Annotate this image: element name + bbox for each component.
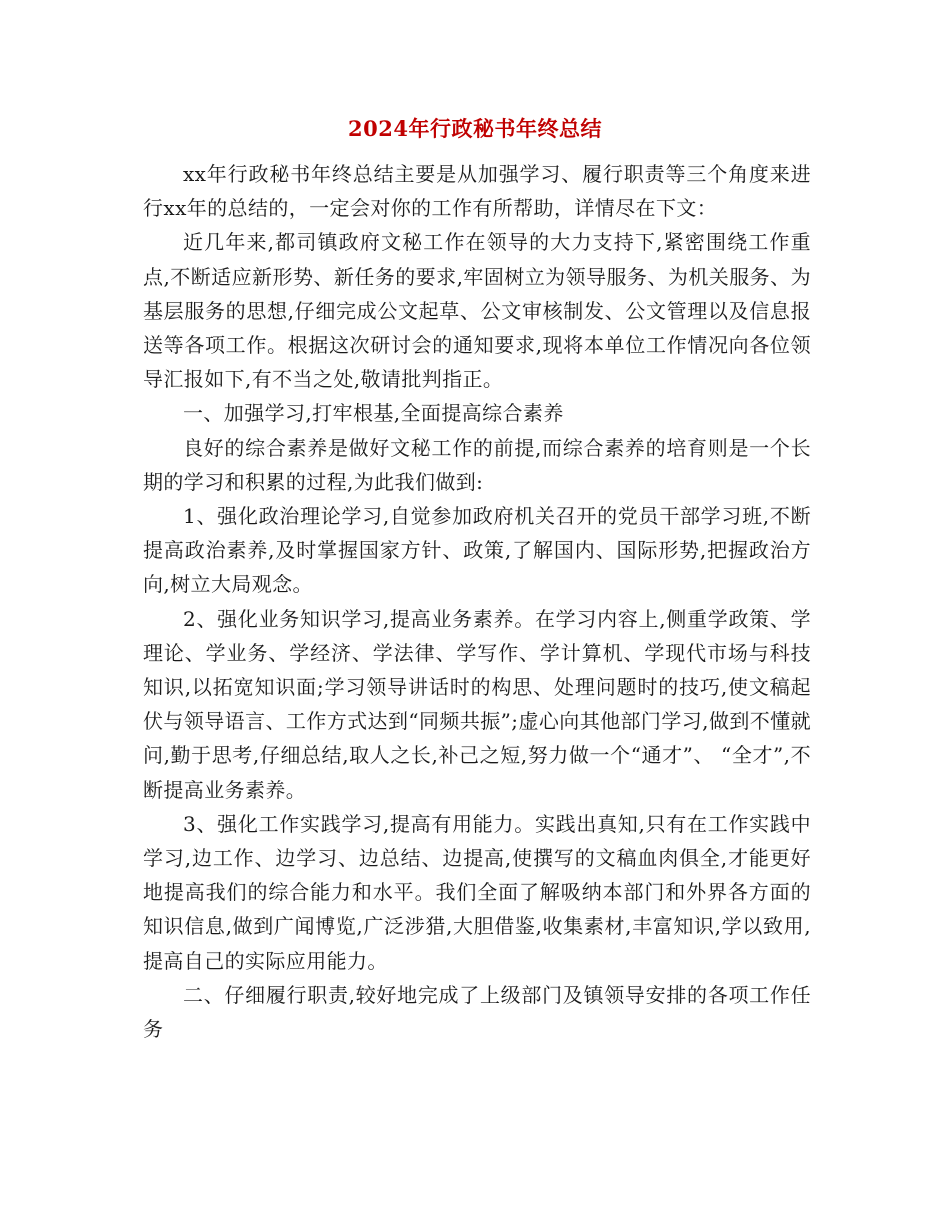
section-heading-2: 二、仔细履行职责,较好地完成了上级部门及镇领导安排的各项工作任务	[143, 982, 811, 1042]
paragraph-item-3: 3、强化工作实践学习,提高有用能力。实践出真知,只有在工作实践中学习,边工作、边学习、边总结、边提高,使撰写的文稿血肉俱全,才能更好地提高我们的综合能力和水平。我们全面了解吸纳本部门和外界各方面的知识信息,做到广闻博览,广泛涉猎,大胆借鉴,收集素材,丰富知识,学以致用,提高自己的实际应用能力。	[143, 811, 811, 973]
document-title: 2024年行政秘书年终总结	[348, 116, 602, 141]
paragraph-item-1: 1、强化政治理论学习,自觉参加政府机关召开的党员干部学习班,不断提高政治素养,及时掌握国家方针、政策,了解国内、国际形势,把握政治方向,树立大局观念。	[143, 504, 811, 597]
document-body	[143, 157, 811, 1046]
paragraph-overview: 近几年来,都司镇政府文秘工作在领导的大力支持下,紧密围绕工作重点,不断适应新形势、新任务的要求,牢固树立为领导服务、为机关服务、为基层服务的思想,仔细完成公文起草、公文审核制发、公文管理以及信息报送等各项工作。根据这次研讨会的通知要求,现将本单位工作情况向各位领导汇报如下,有不当之处,敬请批判指正。	[143, 230, 811, 392]
section-heading-1: 一、加强学习,打牢根基,全面提高综合素养	[183, 401, 564, 426]
paragraph-item-2: 2、强化业务知识学习,提高业务素养。在学习内容上,侧重学政策、学理论、学业务、学经济、学法律、学写作、学计算机、学现代市场与科技知识,以拓宽知识面;学习领导讲话时的构思、处理问题时的技巧,使文稿起伏与领导语言、工作方式达到“同频共振”;虚心向其他部门学习,做到不懂就问,勤于思考,仔细总结,取人之长,补己之短,努力做一个“通才”、 “全才”,不断提高业务素养。	[143, 606, 811, 802]
paragraph-intro: xx年行政秘书年终总结主要是从加强学习、履行职责等三个角度来进行xx年的总结的，一定会对你的工作有所帮助，详情尽在下文：	[143, 162, 811, 221]
paragraph-section-1-intro: 良好的综合素养是做好文秘工作的前提,而综合素养的培育则是一个长期的学习和积累的过程,为此我们做到:	[143, 435, 811, 494]
